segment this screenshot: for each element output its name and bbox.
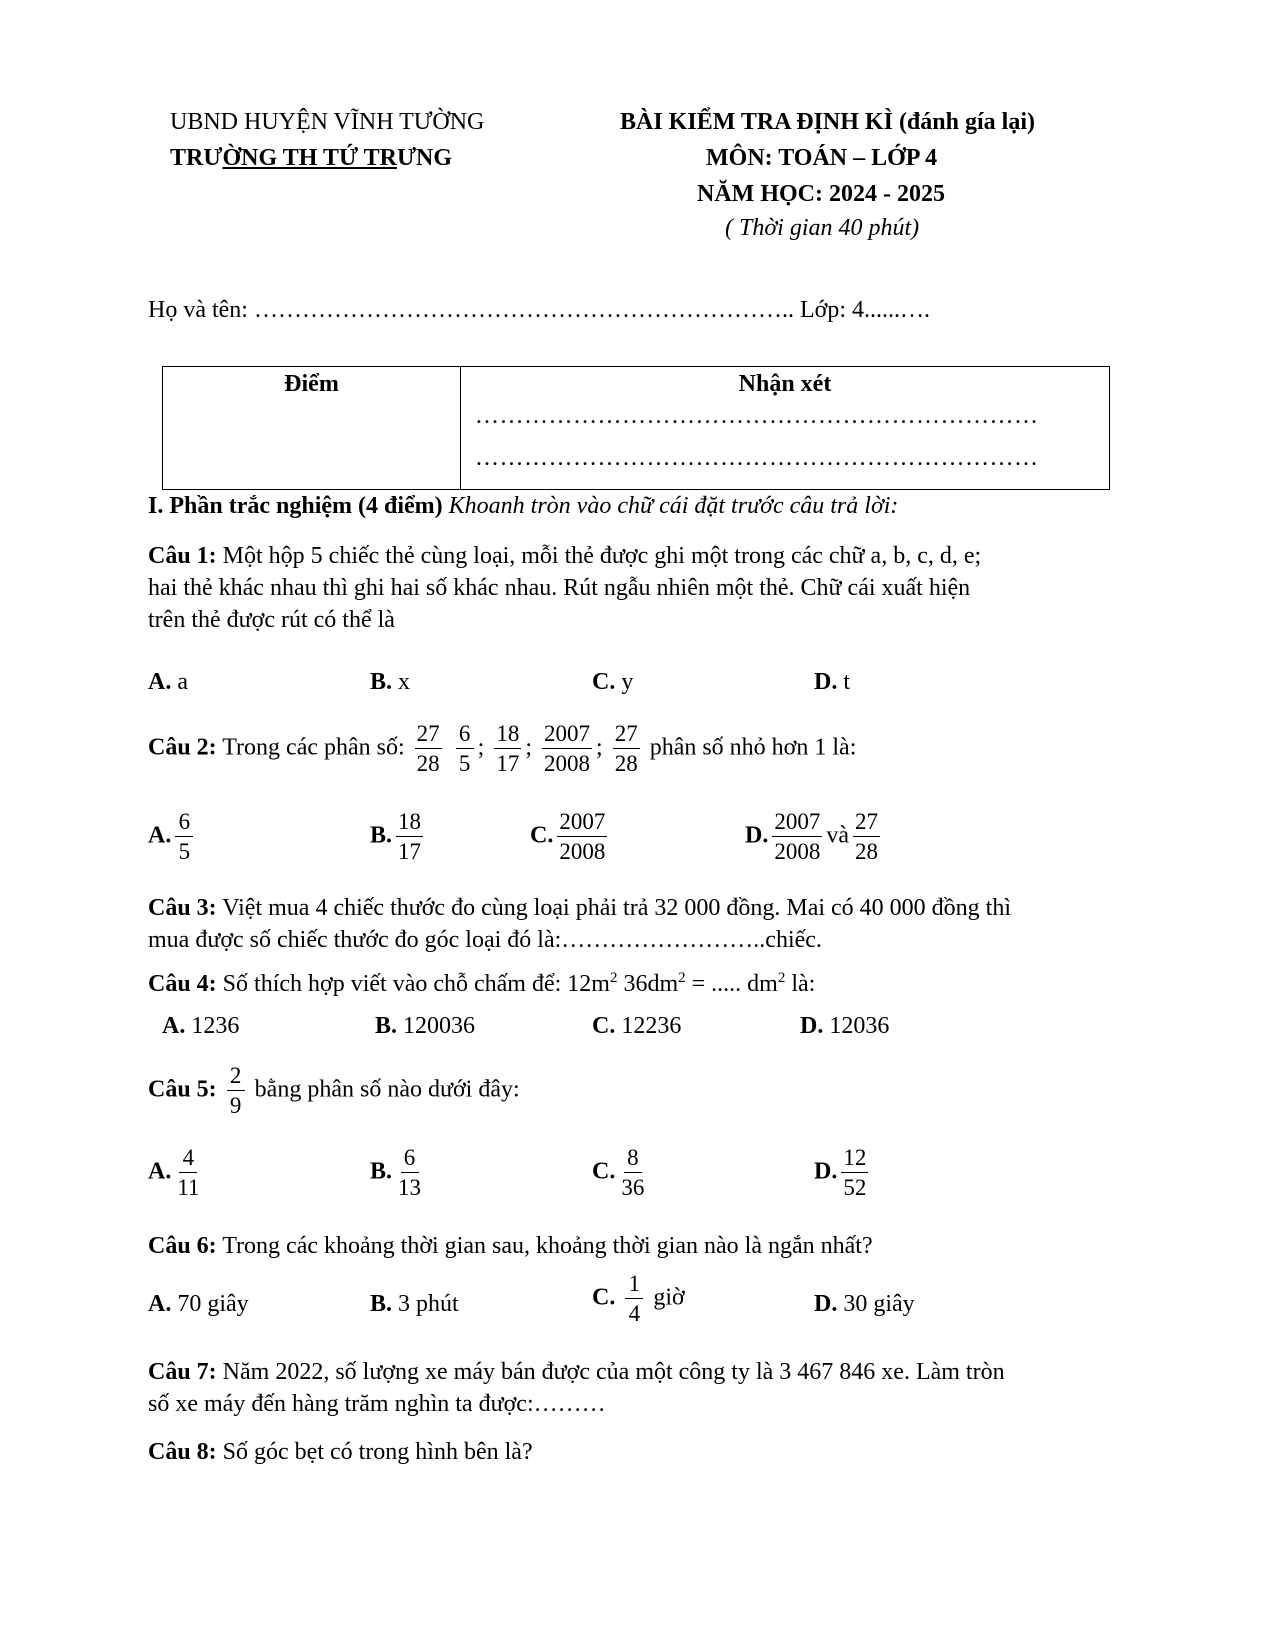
q2-fraction-4-den: 2008 [544,751,591,777]
q1-option-c[interactable] [592,668,633,697]
q4-option-b-letter: B. [375,1013,398,1039]
student-name-line: Họ và tên: ………………………………………………………….. Lớp: 4......…. [148,297,930,323]
q2-option-c-num: 2007 [557,810,607,837]
q4-option-b-text: 120036 [397,1013,476,1039]
q2-option-a[interactable] [148,810,197,864]
q2-fraction-5-num: 27 [613,722,640,749]
q4-option-a-text: 1236 [185,1013,240,1039]
q1-option-d-letter: D. [814,669,838,695]
q5-option-c-den: 36 [621,1175,645,1201]
q2-option-d-den-1: 2008 [774,839,821,865]
q2-fraction-2 [456,722,474,776]
q5-option-a-letter: A. [148,1158,172,1185]
question-4-line [148,970,815,999]
question-7-line-2: số xe máy đến hàng trăm nghìn ta được:……… [148,1391,606,1417]
school-name-part2: ỜNG TH TỨ TR [222,145,397,171]
district-name: UBND HUYỆN VĨNH TƯỜNG [170,109,485,135]
q2-fraction-3-den: 17 [496,751,520,777]
q5-option-b-fraction [396,1146,423,1200]
question-2-tail: phân số nhỏ hơn 1 là: [649,734,857,761]
q4-sup-1: 2 [609,970,618,986]
q4-option-d[interactable] [800,1012,889,1041]
question-7-line-1 [148,1358,1005,1387]
q2-option-c-den: 2008 [559,839,606,865]
school-name [170,144,452,173]
q2-fraction-1 [415,722,442,776]
section-heading: I. Phần trắc nghiệm (4 điểm) [148,493,443,519]
question-5-tail: bằng phân số nào dưới đây: [254,1076,520,1103]
q5-option-b-num: 6 [401,1146,419,1173]
q1-option-d[interactable] [814,668,850,697]
q2-separator-1: ; [477,734,485,761]
q2-option-b-den: 17 [398,839,422,865]
section-instruction: Khoanh tròn vào chữ cái đặt trước câu trả lời: [442,493,899,519]
q6-option-c-fraction [625,1272,643,1326]
q4-option-c[interactable] [592,1012,681,1041]
question-6-label: Câu 6: [148,1233,217,1259]
q4-option-a[interactable] [162,1012,239,1041]
q2-option-b-num: 18 [396,810,423,837]
q5-fraction-num: 2 [227,1064,245,1091]
q2-option-a-num: 6 [175,810,193,837]
q4-sup-3: 2 [777,970,786,986]
q4-option-a-letter: A. [162,1013,186,1039]
q5-option-b[interactable] [370,1146,427,1200]
q2-fraction-4-num: 2007 [542,722,592,749]
question-3-text: Việt mua 4 chiếc thước đo cùng loại phải trả 32 000 đồng. Mai có 40 000 đồng thì [216,895,1012,921]
q5-option-d-fraction [841,1146,868,1200]
q2-option-a-letter: A. [148,822,172,849]
q2-option-d-and: và [826,822,849,849]
q1-option-b[interactable] [370,668,410,697]
grade-table [162,366,1110,490]
question-3-label: Câu 3: [148,895,217,921]
q2-fraction-5 [613,722,640,776]
question-8-line [148,1438,533,1467]
question-4-text-d: là: [785,971,816,997]
q6-option-c-num: 1 [625,1272,643,1299]
q2-option-c-fraction [557,810,607,864]
q6-option-a-text: 70 giây [171,1291,249,1317]
q5-option-a-fraction [175,1146,201,1200]
q1-option-c-text: y [615,669,634,695]
q2-option-d-num-1: 2007 [772,810,822,837]
q2-option-c-letter: C. [530,822,554,849]
question-3-line-1 [148,894,1011,923]
q5-option-a[interactable] [148,1146,206,1200]
q2-option-c[interactable] [530,810,611,864]
q2-option-b-fraction [396,810,423,864]
q2-fraction-4 [542,722,592,776]
q2-separator-2: ; [525,734,533,761]
q6-option-b-letter: B. [370,1291,393,1317]
q4-option-c-text: 12236 [615,1013,682,1039]
q1-option-b-text: x [392,669,411,695]
q6-option-d[interactable] [814,1290,915,1319]
q5-option-c-letter: C. [592,1158,616,1185]
question-6-text: Trong các khoảng thời gian sau, khoảng thời gian nào là ngắn nhất? [216,1233,873,1259]
q2-fraction-2-den: 5 [458,751,471,777]
q2-option-d-letter: D. [745,822,769,849]
q4-sup-2: 2 [678,970,686,986]
q4-option-d-letter: D. [800,1013,824,1039]
question-1-line-1 [148,542,981,571]
q6-option-a[interactable] [148,1290,249,1319]
q2-fraction-1-den: 28 [416,751,440,777]
q6-option-c-letter: C. [592,1284,616,1311]
q2-option-d-num-2: 27 [853,810,880,837]
q2-fraction-3-num: 18 [494,722,521,749]
question-5-line [148,1064,520,1118]
question-4-text-a: Số thích hợp viết vào chỗ chấm để: 12m [216,971,610,997]
q2-option-a-fraction [175,810,193,864]
score-cell [163,367,461,489]
question-4-text-c: = ..... dm [685,971,778,997]
q6-option-d-letter: D. [814,1291,838,1317]
question-5-label: Câu 5: [148,1076,217,1103]
q2-fraction-5-den: 28 [614,751,638,777]
question-4-label: Câu 4: [148,971,217,997]
question-8-label: Câu 8: [148,1439,217,1465]
q5-fraction [227,1064,245,1118]
q6-option-c-den: 4 [628,1301,641,1327]
question-4-text-b: 36dm [617,971,679,997]
duration: ( Thời gian 40 phút) [725,215,920,241]
exam-title: BÀI KIỂM TRA ĐỊNH KÌ (đánh gía lại) [620,109,1035,135]
q4-option-d-text: 12036 [823,1013,890,1039]
q5-option-b-letter: B. [370,1158,393,1185]
question-1-label: Câu 1: [148,543,217,569]
question-7-label: Câu 7: [148,1359,217,1385]
q6-option-b-text: 3 phút [392,1291,459,1317]
q2-option-d-den-2: 28 [855,839,878,865]
q5-option-c-fraction [619,1146,646,1200]
question-1-text: Một hộp 5 chiếc thẻ cùng loại, mỗi thẻ được ghi một trong các chữ a, b, c, d, e; [216,543,982,569]
q1-option-a-text: a [171,669,188,695]
question-3-line-2: mua được số chiếc thước đo góc loại đó là:……………………..chiếc. [148,927,822,953]
q5-option-a-num: 4 [179,1146,197,1173]
q5-option-c[interactable] [592,1146,650,1200]
school-name-part1: TRƯ [170,145,223,171]
subject-line: MÔN: TOÁN – LỚP 4 [706,145,938,171]
question-6-line [148,1232,873,1261]
question-2-label: Câu 2: [148,734,217,761]
q1-option-a[interactable] [148,668,188,697]
q5-option-d-num: 12 [841,1146,868,1173]
q2-option-a-den: 5 [178,839,191,865]
section-title [148,492,898,521]
question-8-text: Số góc bẹt có trong hình bên là? [216,1439,533,1465]
question-7-text: Năm 2022, số lượng xe máy bán được của một công ty là 3 467 846 xe. Làm tròn [216,1359,1005,1385]
q1-option-a-letter: A. [148,669,172,695]
q5-option-c-num: 8 [624,1146,642,1173]
comment-header: Nhận xét [738,371,832,397]
school-name-part3: ƯNG [396,145,453,171]
q4-option-c-letter: C. [592,1013,616,1039]
question-2-line [148,722,856,776]
q2-option-b[interactable] [370,810,427,864]
q6-option-a-letter: A. [148,1291,172,1317]
q5-option-a-den: 11 [177,1175,200,1201]
q2-option-d-fraction-1 [772,810,822,864]
q5-option-d-letter: D. [814,1158,838,1185]
comment-dots-2: …………………………………………………………… [475,445,1039,471]
q2-fraction-2-num: 6 [456,722,474,749]
q4-option-b[interactable] [375,1012,475,1041]
comment-cell [461,367,1109,489]
q2-separator-3: ; [596,734,603,761]
question-1-line-3: trên thẻ được rút có thể là [148,607,395,633]
q1-option-b-letter: B. [370,669,393,695]
q2-option-b-letter: B. [370,822,393,849]
q2-fraction-1-num: 27 [415,722,442,749]
q6-option-c[interactable] [592,1272,685,1326]
question-1-line-2: hai thẻ khác nhau thì ghi hai số khác nhau. Rút ngẫu nhiên một thẻ. Chữ cái xuất hiện [148,575,971,601]
q1-option-d-text: t [837,669,851,695]
q5-option-d[interactable] [814,1146,872,1200]
q1-option-c-letter: C. [592,669,616,695]
q2-option-d-fraction-2 [853,810,880,864]
school-year: NĂM HỌC: 2024 - 2025 [697,181,945,207]
q6-option-c-text: giờ [653,1284,685,1311]
q5-fraction-den: 9 [229,1093,242,1119]
q5-option-d-den: 52 [843,1175,867,1201]
q5-option-b-den: 13 [398,1175,422,1201]
q2-option-d[interactable] [745,810,884,864]
q6-option-b[interactable] [370,1290,459,1319]
score-header: Điểm [284,371,339,397]
q6-option-d-text: 30 giây [837,1291,915,1317]
question-2-intro: Trong các phân số: [216,734,405,761]
comment-dots-1: …………………………………………………………… [475,403,1039,429]
q2-fraction-3 [494,722,521,776]
